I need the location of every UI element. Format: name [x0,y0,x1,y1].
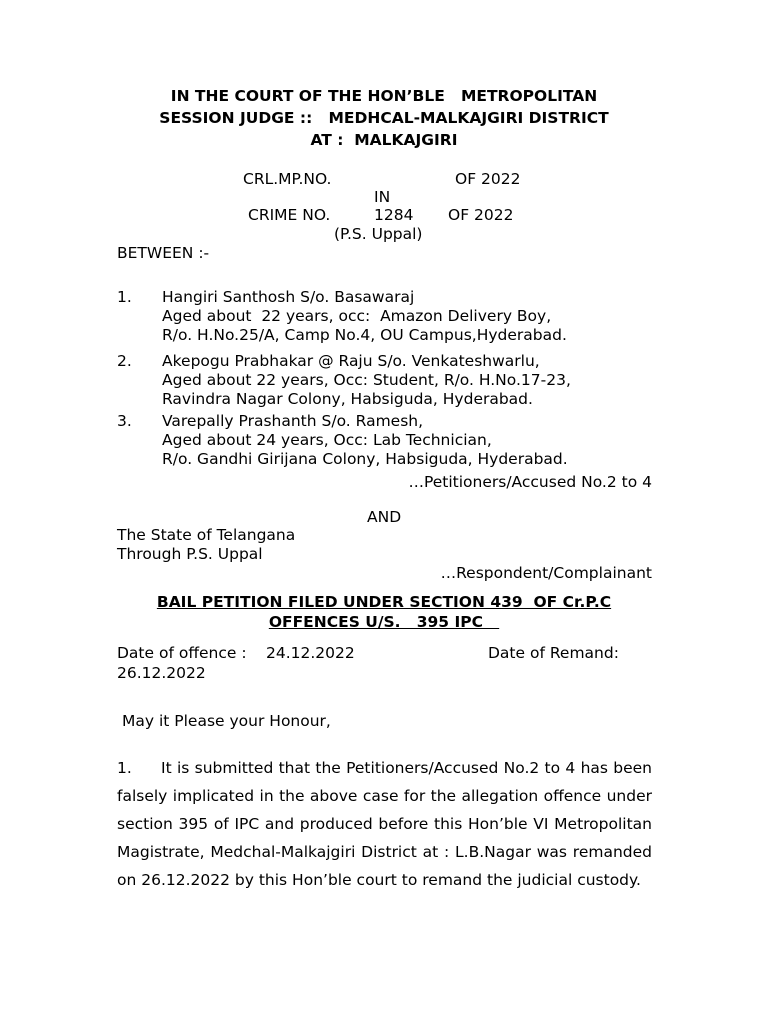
crime-label: CRIME NO. [248,206,331,224]
court-header-line-2: SESSION JUDGE :: MEDHCAL-MALKAJGIRI DISTRICT [159,109,609,127]
petitioner-number: 3. [117,412,132,430]
crlmp-year: OF 2022 [455,170,521,188]
court-header-line-1: IN THE COURT OF THE HON’BLE METROPOLITAN [170,87,598,105]
respondent-line-2: Through P.S. Uppal [117,545,263,563]
and-label: AND [367,508,402,526]
petition-title-line-1: BAIL PETITION FILED UNDER SECTION 439 OF Cr.P.C [156,593,612,611]
respondent-line-1: The State of Telangana [117,526,296,544]
in-label: IN [374,188,391,206]
crime-number: 1284 [374,206,414,224]
petitioner-number: 1. [117,288,132,306]
petitioner-line: Varepally Prashanth S/o. Ramesh, [162,412,424,430]
petitioner-line: Ravindra Nagar Colony, Habsiguda, Hyderabad. [162,390,533,408]
petitioners-role: …Petitioners/Accused No.2 to 4 [408,473,652,491]
offence-date: 24.12.2022 [266,644,355,662]
crime-year: OF 2022 [448,206,514,224]
petitioner-line: Akepogu Prabhakar @ Raju S/o. Venkateshwarlu, [162,352,540,370]
paragraph-1 [117,754,652,894]
petitioner-line: Aged about 22 years, occ: Amazon Delivery Boy, [162,307,552,325]
remand-date: 26.12.2022 [117,664,206,682]
petitioner-line: Hangiri Santhosh S/o. Basawaraj [162,288,415,306]
offence-date-label: Date of offence : [117,644,247,662]
police-station: (P.S. Uppal) [334,225,423,243]
petitioner-line: R/o. Gandhi Girijana Colony, Habsiguda, Hyderabad. [162,450,568,468]
respondent-role: …Respondent/Complainant [440,564,652,582]
petitioner-line: R/o. H.No.25/A, Camp No.4, OU Campus,Hyderabad. [162,326,567,344]
salutation: May it Please your Honour, [122,712,331,730]
paragraph-number: 1. [117,759,132,777]
petitioner-line: Aged about 22 years, Occ: Student, R/o. H.No.17-23, [162,371,571,389]
petitioner-number: 2. [117,352,132,370]
paragraph-text: It is submitted that the Petitioners/Accused No.2 to 4 has been falsely implicated in the above case for the allegation offence under section 395 of IPC and produced before this Hon’ble VI Metropolitan Magistrate, Medchal-Malkajgiri District at : L.B.Nagar was remanded on 26.12.2022 by this Hon’ble court to remand the judicial custody. [117,759,652,889]
between-label: BETWEEN :- [117,244,210,262]
court-header-line-3: AT : MALKAJGIRI [310,131,458,149]
petitioner-line: Aged about 24 years, Occ: Lab Technician, [162,431,492,449]
crlmp-label: CRL.MP.NO. [243,170,332,188]
petition-title-line-2: OFFENCES U/S. 395 IPC [268,613,500,631]
remand-date-label: Date of Remand: [488,644,619,662]
